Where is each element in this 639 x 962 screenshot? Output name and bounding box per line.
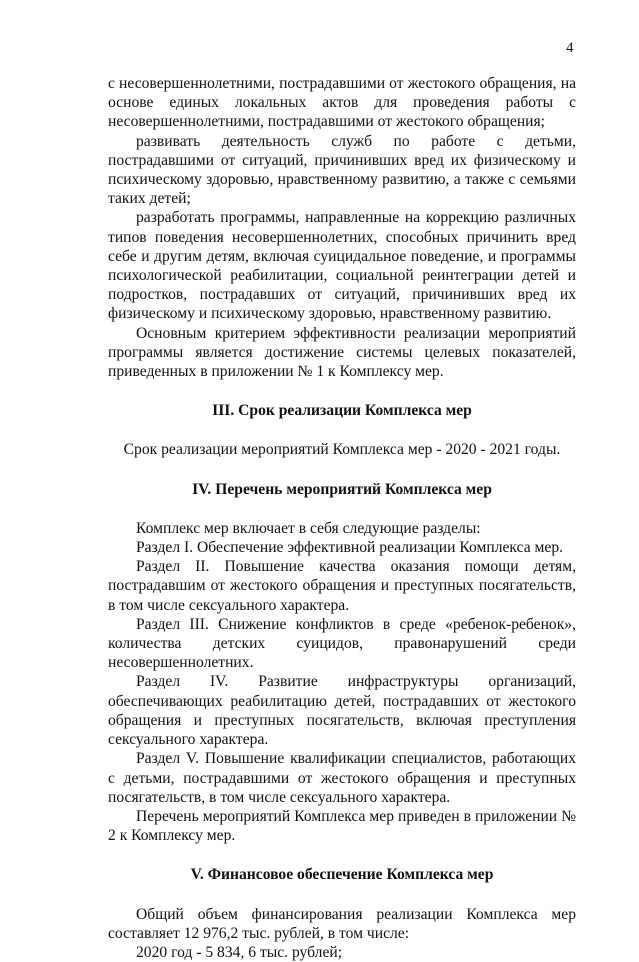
section-5-heading: V. Финансовое обеспечение Комплекса мер [190, 866, 494, 884]
section-4-paragraph: Перечень мероприятий Комплекса мер приведен в приложении № 2 к Комплексу мер. [108, 807, 576, 845]
section-4-paragraph: Раздел IV. Развитие инфраструктуры организаций, обеспечивающих реабилитацию детей, пострадавших от жестокого обращения и преступных посягательств, включая преступления сексуального характера. [108, 673, 576, 749]
document-body [108, 74, 576, 962]
section-4-paragraph: Раздел III. Снижение конфликтов в среде «ребенок-ребенок», количества детских суицидов, правонарушений среди несовершеннолетних. [108, 615, 576, 672]
section-4-paragraph: Комплекс мер включает в себя следующие разделы: [136, 519, 481, 537]
section-3-text: Срок реализации мероприятий Комплекса мер - 2020 - 2021 годы. [123, 441, 561, 459]
section-4-paragraph: Раздел II. Повышение качества оказания помощи детям, пострадавшим от жестокого обращения и преступных посягательств, в том числе сексуального характера. [108, 558, 576, 614]
intro-paragraph-3: разработать программы, направленные на коррекцию различных типов поведения несовершеннолетних, способных причинить вред себе и другим детям, включая суицидальное поведение, и программы психологической реабилитации, социальной реинтеграции детей и подростков, пострадавших от ситуаций, причинивших вред их физическому и психическому здоровью, нравственному развитию. [108, 209, 576, 323]
page-number: 4 [566, 40, 574, 56]
intro-paragraph-2: развивать деятельность служб по работе с детьми, пострадавшими от ситуаций, причинивших вред их физическому и психическому здоровью, нравственному развитию, а также с семьями таких детей; [108, 132, 576, 208]
section-5-paragraph: 2020 год - 5 834, 6 тыс. рублей; [136, 943, 343, 961]
section-5-paragraph: Общий объем финансирования реализации Комплекса мер составляет 12 976,2 тыс. рублей, в том числе: [108, 905, 576, 942]
section-4-paragraph: Раздел V. Повышение квалификации специалистов, работающих с детьми, пострадавшими от жестокого обращения и преступных посягательств, в том числе сексуального характера. [108, 750, 576, 806]
section-4-paragraph: Раздел I. Обеспечение эффективной реализации Комплекса мер. [136, 539, 564, 557]
intro-paragraph-1: с несовершеннолетними, пострадавшими от жестокого обращения, на основе единых локальных актов для проведения работы с несовершеннолетними, пострадавшими от жестокого обращения; [108, 75, 576, 131]
section-4-heading: IV. Перечень мероприятий Комплекса мер [192, 480, 492, 498]
section-3-heading: III. Срок реализации Комплекса мер [212, 402, 472, 420]
intro-paragraph-4: Основным критерием эффективности реализации мероприятий программы является достижение системы целевых показателей, приведенных в приложении № 1 к Комплексу мер. [108, 324, 576, 381]
